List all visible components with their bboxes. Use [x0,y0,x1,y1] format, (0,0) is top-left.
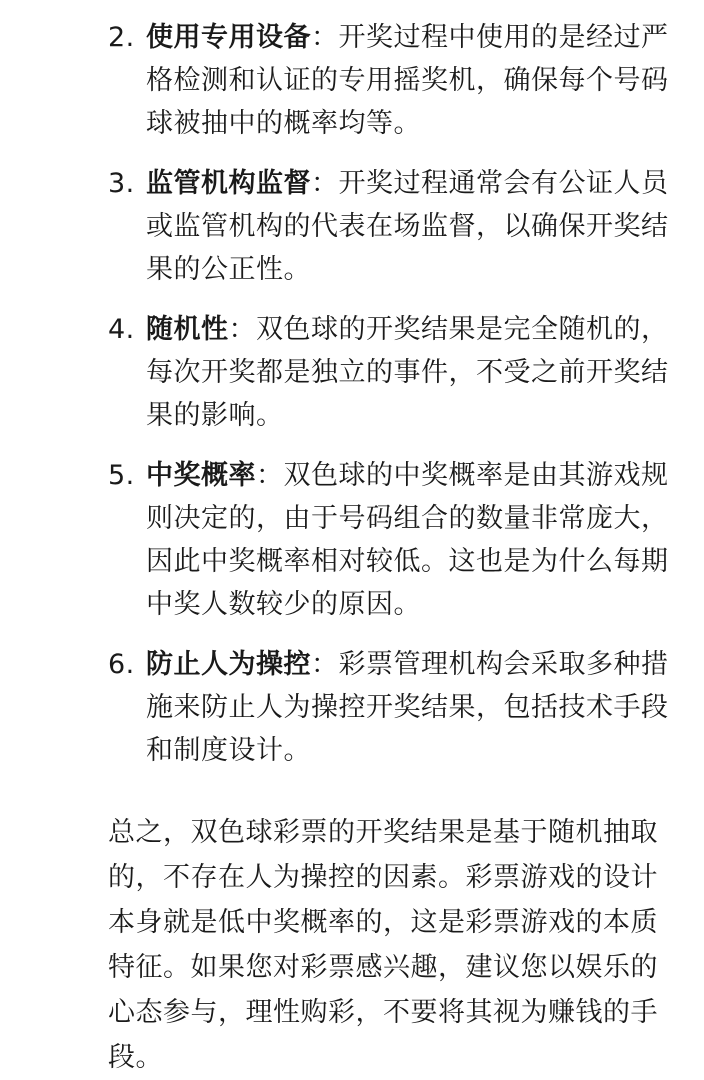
list-item-number: 2. [108,22,135,53]
list-item-separator: ： [311,168,339,199]
list-item-number: 4. [108,314,135,345]
list-item-text: 双色球的中奖概率是由其游戏规则决定的，由于号码组合的数量非常庞大，因此中奖概率相对较低。这也是为什么每期中奖人数较少的原因。 [146,460,669,620]
list-item-text: 彩票管理机构会采取多种措施来防止人为操控开奖结果，包括技术手段和制度设计。 [146,649,669,766]
list-item-term: 中奖概率 [146,460,256,491]
numbered-list [108,16,678,789]
list-item [108,308,678,437]
list-item [108,643,678,772]
list-item-separator: ： [228,314,256,345]
list-item-term: 防止人为操控 [146,649,311,680]
summary-paragraph: 总之，双色球彩票的开奖结果是基于随机抽取的，不存在人为操控的因素。彩票游戏的设计本身就是低中奖概率的，这是彩票游戏的本质特征。如果您对彩票感兴趣，建议您以娱乐的心态参与，理性购彩，不要将其视为赚钱的手段。 [108,817,658,1073]
list-item [108,162,678,291]
list-item [108,454,678,626]
list-item-number: 3. [108,168,135,199]
list-item [108,16,678,145]
list-item-term: 监管机构监督 [146,168,311,199]
list-item-separator: ： [256,460,284,491]
list-item-term: 使用专用设备 [146,22,311,53]
list-item-text: 开奖过程通常会有公证人员或监管机构的代表在场监督，以确保开奖结果的公正性。 [146,168,669,285]
list-item-number: 5. [108,460,135,491]
list-item-text: 双色球的开奖结果是完全随机的，每次开奖都是独立的事件，不受之前开奖结果的影响。 [146,314,669,431]
list-item-separator: ： [311,649,339,680]
list-item-number: 6. [108,649,135,680]
list-item-separator: ： [311,22,339,53]
list-item-term: 随机性 [146,314,229,345]
list-item-text: 开奖过程中使用的是经过严格检测和认证的专用摇奖机，确保每个号码球被抽中的概率均等。 [146,22,669,139]
